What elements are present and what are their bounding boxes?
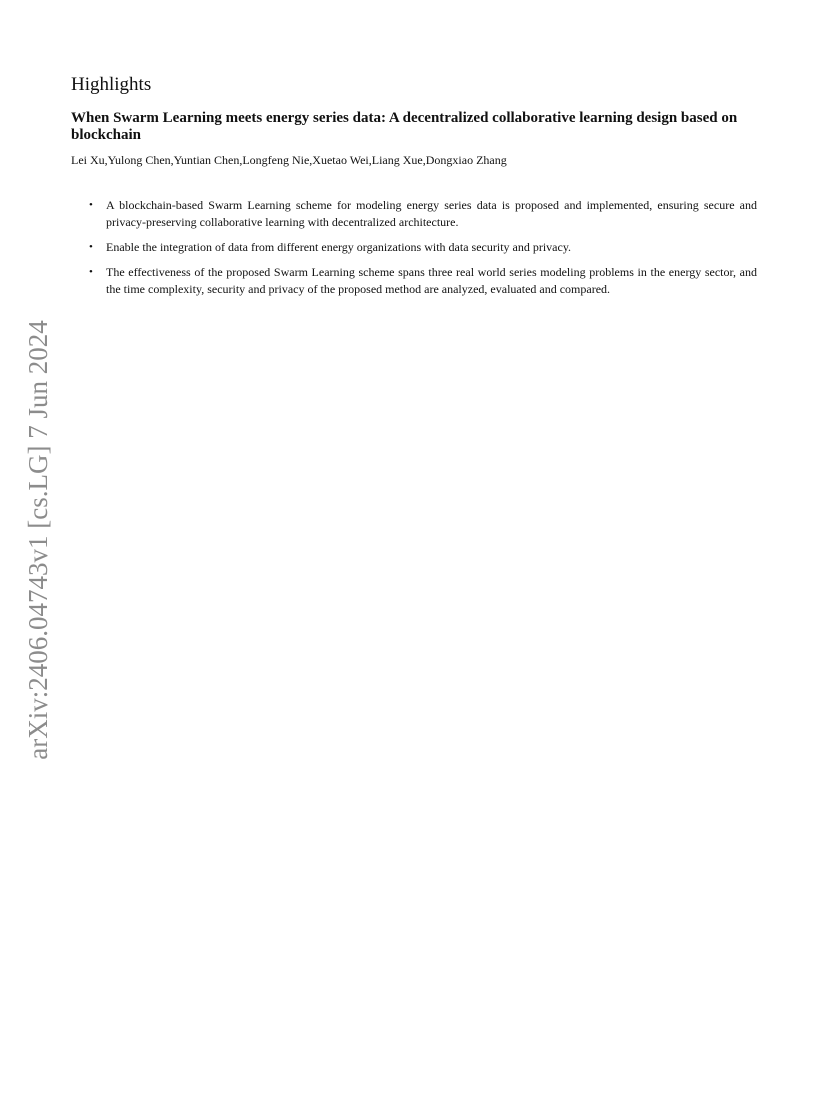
highlight-item	[89, 197, 757, 231]
bullet-icon: •	[89, 266, 93, 278]
author-list: Lei Xu,Yulong Chen,Yuntian Chen,Longfeng Nie,Xuetao Wei,Liang Xue,Dongxiao Zhang	[71, 153, 507, 167]
highlight-text: Enable the integration of data from different energy organizations with data security and privacy.	[106, 240, 572, 254]
highlight-text: A blockchain-based Swarm Learning scheme for modeling energy series data is proposed and implemented, ensuring secure and privacy-preserving collaborative learning with decentralized architecture.	[106, 198, 757, 229]
highlights-list	[89, 197, 757, 306]
highlight-text: The effectiveness of the proposed Swarm Learning scheme spans three real world series modeling problems in the energy sector, and the time complexity, security and privacy of the proposed method are analyzed, evaluated and compared.	[106, 265, 757, 296]
section-heading: Highlights	[71, 74, 152, 95]
highlight-item	[89, 239, 757, 256]
highlight-item	[89, 264, 757, 298]
arxiv-identifier-stamp: arXiv:2406.04743v1 [cs.LG] 7 Jun 2024	[23, 320, 53, 760]
paper-title: When Swarm Learning meets energy series data: A decentralized collaborative learning design based on blockchain	[71, 110, 738, 143]
bullet-icon: •	[89, 199, 93, 211]
bullet-icon: •	[89, 241, 93, 253]
